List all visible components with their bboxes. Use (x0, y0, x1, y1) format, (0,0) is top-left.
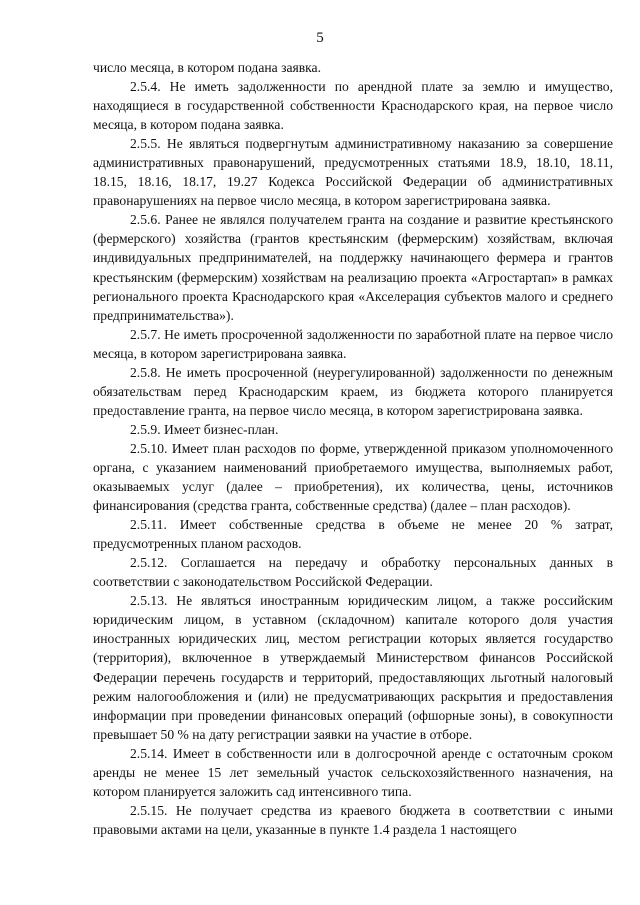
paragraph-2-5-12: 2.5.12. Соглашается на передачу и обработку персональных данных в соответствии с законодательством Российской Федерации. (93, 555, 613, 590)
paragraph-2-5-13: 2.5.13. Не являться иностранным юридическим лицом, а также российским юридическим лицом, в уставном (складочном) капитале которого доля участия иностранных юридических лиц, местом регистрации которых является государство (территория), включенное в утверждаемый Министерством финансов Российской Федерации перечень государств и территорий, предоставляющих льготный налоговый режим налогообложения и (или) не предусматривающих раскрытия и предоставления информации при проведении финансовых операций (офшорные зоны), в совокупности превышает 50 % на дату регистрации заявки на участие в отборе. (93, 593, 613, 742)
paragraph-continuation: число месяца, в котором подана заявка. (93, 60, 321, 75)
paragraph-2-5-14: 2.5.14. Имеет в собственности или в долгосрочной аренде с остаточным сроком аренды не менее 15 лет земельный участок сельскохозяйственного назначения, на котором планируется заложить сад интенсивного типа. (93, 745, 613, 799)
page-number: 5 (316, 30, 324, 46)
document-body (93, 58, 613, 839)
paragraph-2-5-15: 2.5.15. Не получает средства из краевого бюджета в соответствии с иными правовыми актами на цели, указанные в пункте 1.4 раздела 1 настоящего (93, 802, 613, 837)
paragraph-2-5-4: 2.5.4. Не иметь задолженности по арендной плате за землю и имущество, находящиеся в государственной собственности Краснодарского края, на первое число месяца, в котором подана заявка. (93, 79, 613, 133)
paragraph-2-5-8: 2.5.8. Не иметь просроченной (неурегулированной) задолженности по денежным обязательствам перед Краснодарским краем, из бюджета которого планируется предоставление гранта, на первое число месяца, в котором зарегистрирована заявка. (93, 364, 613, 418)
paragraph-2-5-11: 2.5.11. Имеет собственные средства в объеме не менее 20 % затрат, предусмотренных планом расходов. (93, 517, 613, 552)
paragraph-2-5-7: 2.5.7. Не иметь просроченной задолженности по заработной плате на первое число месяца, в котором зарегистрирована заявка. (93, 326, 613, 361)
paragraph-2-5-6: 2.5.6. Ранее не являлся получателем гранта на создание и развитие крестьянского (фермерского) хозяйства (грантов крестьянским (фермерским) хозяйствам, включая индивидуальных предпринимателей, на поддержку начинающего фермера и грантов крестьянским (фермерским) хозяйствам на реализацию проекта «Агростартап» в рамках регионального проекта Краснодарского края «Акселерация субъектов малого и среднего предпринимательства»). (93, 212, 613, 323)
paragraph-2-5-9: 2.5.9. Имеет бизнес-план. (130, 421, 279, 437)
paragraph-2-5-5: 2.5.5. Не являться подвергнутым административному наказанию за совершение административных правонарушений, предусмотренных статьями 18.9, 18.10, 18.11, 18.15, 18.16, 18.17, 19.27 Кодекса Российской Федерации об административных правонарушениях на первое число месяца, в котором зарегистрирована заявка. (93, 136, 613, 209)
paragraph-2-5-10: 2.5.10. Имеет план расходов по форме, утвержденной приказом уполномоченного органа, с указанием наименований приобретаемого имущества, выполняемых работ, оказываемых услуг (далее – приобретения), их количества, цены, источников финансирования (средства гранта, собственные средства) (далее – план расходов). (93, 440, 613, 514)
